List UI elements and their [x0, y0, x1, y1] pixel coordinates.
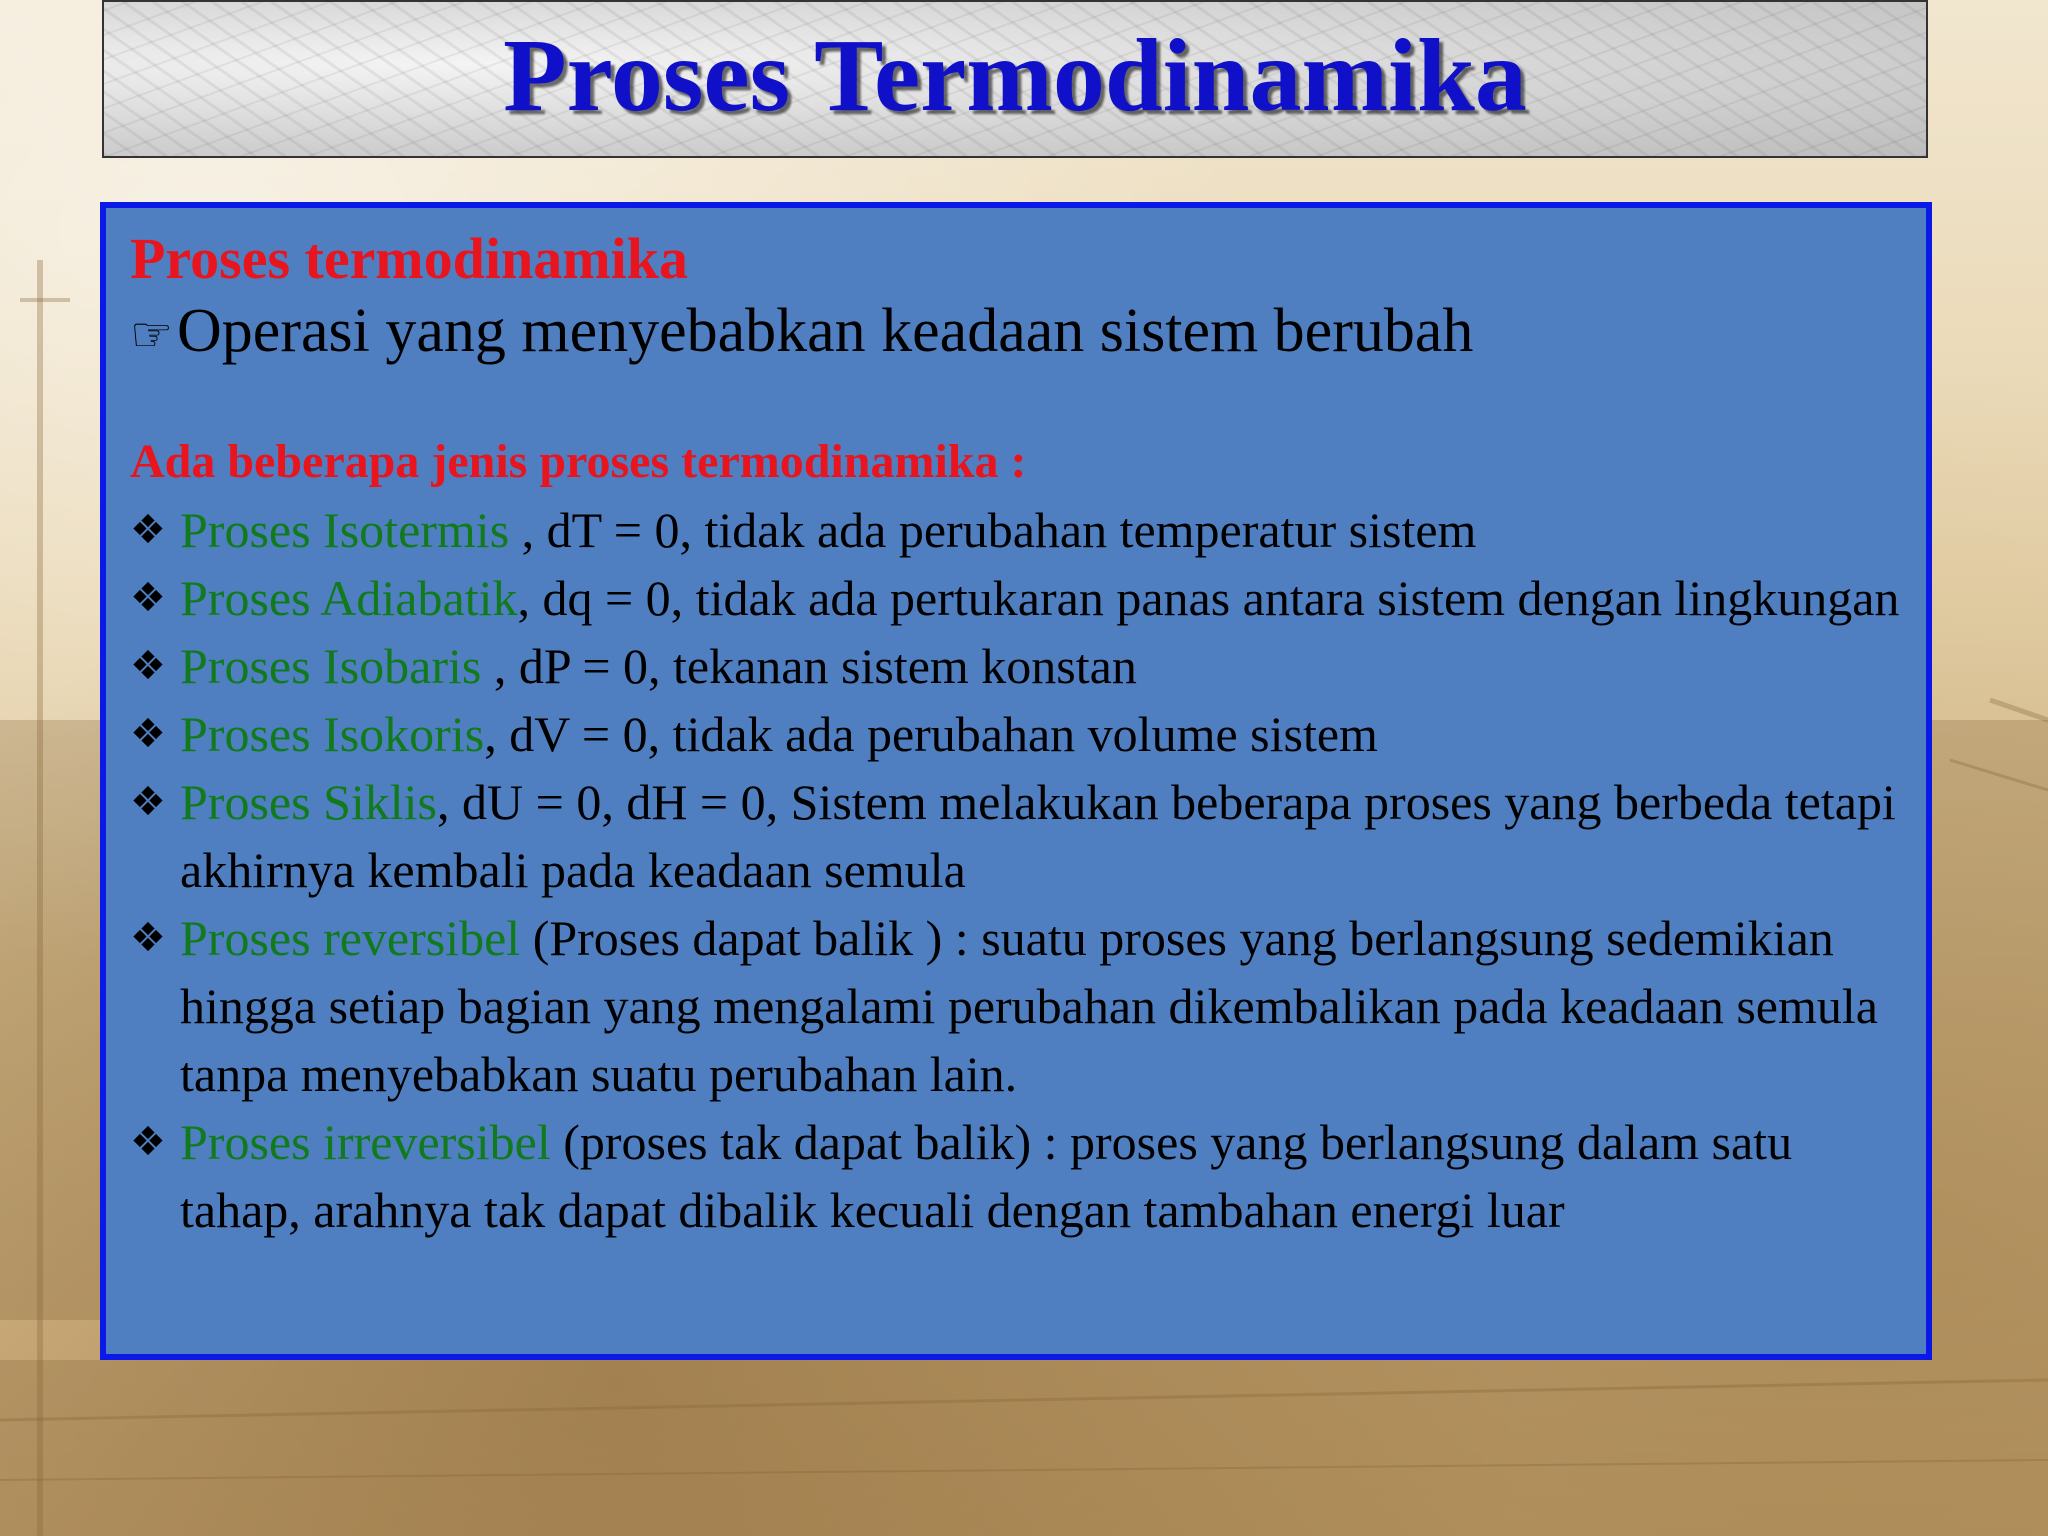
- definition-line: [130, 292, 1902, 374]
- process-name: Proses irreversibel: [180, 1114, 551, 1170]
- content-panel: [100, 202, 1932, 1360]
- process-desc: , dV = 0, tidak ada perubahan volume sistem: [484, 706, 1378, 762]
- four-diamond-bullet-icon: ❖: [130, 643, 166, 689]
- list-item: [130, 632, 1902, 700]
- four-diamond-bullet-icon: ❖: [130, 575, 166, 621]
- list-heading: Ada beberapa jenis proses termodinamika :: [130, 435, 1027, 488]
- four-diamond-bullet-icon: ❖: [130, 1119, 166, 1165]
- process-name: Proses Isokoris: [180, 706, 485, 762]
- list-item: [130, 564, 1902, 632]
- process-desc: (Proses dapat balik ) : suatu proses yang berlangsung sedemikian hingga setiap bagian yang mengalami perubahan dikembalikan pada keadaan semula tanpa menyebabkan suatu perubahan lain.: [180, 910, 1878, 1102]
- four-diamond-bullet-icon: ❖: [130, 507, 166, 553]
- process-name: Proses Siklis: [180, 774, 438, 830]
- section-heading: Proses termodinamika: [130, 226, 688, 291]
- pointing-hand-icon: ☞: [130, 307, 174, 363]
- four-diamond-bullet-icon: ❖: [130, 779, 166, 825]
- title-banner: [102, 0, 1928, 158]
- process-desc: , dT = 0, tidak ada perubahan temperatur sistem: [509, 502, 1477, 558]
- list-item: [130, 1108, 1902, 1244]
- four-diamond-bullet-icon: ❖: [130, 711, 166, 757]
- process-desc: , dq = 0, tidak ada pertukaran panas antara sistem dengan lingkungan: [517, 570, 1900, 626]
- list-item: [130, 904, 1902, 1108]
- list-item: [130, 768, 1902, 904]
- process-name: Proses Adiabatik: [180, 570, 518, 626]
- slide-title: Proses Termodinamika: [503, 17, 1527, 133]
- process-name: Proses reversibel: [180, 910, 521, 966]
- process-name: Proses Isotermis: [180, 502, 510, 558]
- process-name: Proses Isobaris: [180, 638, 482, 694]
- process-list: [130, 496, 1902, 1244]
- process-desc: , dP = 0, tekanan sistem konstan: [481, 638, 1137, 694]
- definition-text: Operasi yang menyebabkan keadaan sistem berubah: [177, 297, 1474, 365]
- process-desc: (proses tak dapat balik) : proses yang berlangsung dalam satu tahap, arahnya tak dapat dibalik kecuali dengan tambahan energi luar: [180, 1114, 1793, 1238]
- list-item: [130, 496, 1902, 564]
- process-desc: , dU = 0, dH = 0, Sistem melakukan beberapa proses yang berbeda tetapi akhirnya kembali pada keadaan semula: [180, 774, 1896, 898]
- list-item: [130, 700, 1902, 768]
- four-diamond-bullet-icon: ❖: [130, 915, 166, 961]
